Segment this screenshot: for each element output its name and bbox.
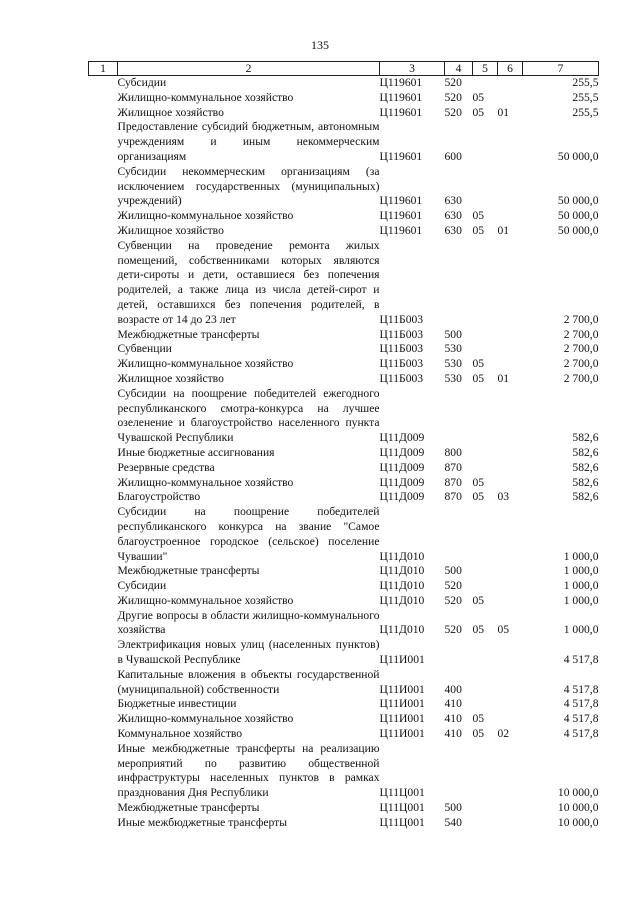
cell-target-code: Ц11Б003: [379, 371, 424, 385]
cell-expense-type: 410: [444, 712, 462, 726]
cell-expense-type: 600: [444, 149, 462, 163]
cell-name: Жилищно-коммунальное хозяйство: [117, 209, 294, 223]
cell-name: Субсидии некоммерческим организациям (за исключением государственных (муниципальных) учреждений): [117, 164, 380, 208]
table-row: [89, 697, 599, 712]
cell-empty: [89, 91, 118, 106]
cell-section: 05: [472, 593, 485, 607]
cell-subsection: [498, 328, 523, 343]
cell-expense-type: 800: [444, 445, 462, 459]
column-header-1: 1: [89, 62, 118, 76]
cell-subsection: [498, 697, 523, 712]
cell-subsection: [498, 638, 523, 668]
cell-expense-type: [445, 387, 473, 446]
cell-amount: 4 517,8: [563, 653, 599, 667]
cell-amount: 1 000,0: [563, 549, 599, 563]
cell-subsection: [498, 239, 523, 328]
cell-target-code: Ц11Д009: [379, 460, 425, 474]
cell-expense-type: 530: [444, 371, 462, 385]
cell-name: Межбюджетные трансферты: [117, 801, 260, 815]
cell-name: Жилищно-коммунальное хозяйство: [117, 593, 294, 607]
cell-expense-type: 520: [444, 579, 462, 593]
cell-target-code: Ц119601: [379, 76, 423, 89]
cell-empty: [89, 357, 118, 372]
table-row: [89, 461, 599, 476]
cell-subsection: [498, 712, 523, 727]
table-body: [89, 76, 599, 831]
cell-name: Жилищно-коммунальное хозяйство: [117, 90, 294, 104]
cell-name: Субсидии: [117, 579, 167, 593]
cell-expense-type: [445, 742, 473, 801]
cell-name: Жилищно-коммунальное хозяйство: [117, 712, 294, 726]
cell-target-code: Ц11И001: [379, 653, 425, 667]
cell-section: 05: [472, 712, 485, 726]
cell-target-code: Ц11Ц001: [379, 801, 425, 815]
cell-section: [473, 742, 498, 801]
cell-amount: 10 000,0: [557, 786, 599, 800]
table-row: [89, 239, 599, 328]
column-header-6: 6: [498, 62, 523, 76]
cell-target-code: Ц11Д009: [379, 431, 425, 445]
cell-target-code: Ц11Ц001: [379, 815, 425, 829]
cell-name: Жилищно-коммунальное хозяйство: [117, 475, 294, 489]
table-row: [89, 742, 599, 801]
cell-name: Жилищное хозяйство: [117, 105, 224, 119]
cell-expense-type: 520: [444, 76, 462, 89]
cell-empty: [89, 476, 118, 491]
cell-section: [473, 564, 498, 579]
cell-name: Предоставление субсидий бюджетным, автономным учреждениям и иным некоммерческим организациям: [117, 120, 380, 163]
cell-amount: 1 000,0: [563, 623, 599, 637]
cell-expense-type: 870: [444, 460, 462, 474]
cell-section: [473, 505, 498, 564]
cell-empty: [89, 209, 118, 224]
cell-section: [473, 76, 498, 91]
cell-empty: [89, 372, 118, 387]
cell-subsection: [498, 357, 523, 372]
cell-target-code: Ц119601: [379, 105, 423, 119]
table-row: [89, 638, 599, 668]
cell-target-code: Ц11Ц001: [379, 786, 425, 800]
cell-target-code: Ц119601: [379, 149, 423, 163]
cell-target-code: Ц11Д010: [379, 564, 425, 578]
table-row: [89, 120, 599, 164]
table-row: [89, 328, 599, 343]
cell-name: Субсидии: [117, 76, 167, 89]
cell-name: Жилищное хозяйство: [117, 371, 224, 385]
cell-empty: [89, 816, 118, 831]
cell-amount: 2 700,0: [563, 327, 599, 341]
cell-subsection: [498, 446, 523, 461]
cell-subsection: [498, 476, 523, 491]
cell-expense-type: 630: [444, 209, 462, 223]
cell-section: 05: [472, 90, 485, 104]
cell-target-code: Ц11Д010: [379, 593, 425, 607]
cell-empty: [89, 224, 118, 239]
table-row: [89, 579, 599, 594]
cell-amount: 582,6: [572, 445, 599, 459]
cell-section: [473, 165, 498, 209]
cell-subsection: [498, 505, 523, 564]
cell-section: 05: [472, 223, 485, 237]
cell-section: [473, 697, 498, 712]
cell-target-code: Ц119601: [379, 194, 423, 208]
cell-empty: [89, 76, 118, 91]
cell-subsection: 01: [497, 105, 510, 119]
cell-expense-type: 500: [444, 327, 462, 341]
cell-name: Субвенции: [117, 342, 172, 356]
table-row: [89, 476, 599, 491]
cell-empty: [89, 668, 118, 698]
cell-amount: 255,5: [572, 76, 599, 89]
cell-subsection: [498, 668, 523, 698]
cell-target-code: Ц11Д010: [379, 623, 425, 637]
cell-section: [473, 816, 498, 831]
cell-name: Коммунальное хозяйство: [117, 727, 243, 741]
cell-empty: [89, 712, 118, 727]
cell-section: [473, 668, 498, 698]
cell-target-code: Ц11И001: [379, 727, 425, 741]
cell-section: 05: [472, 490, 485, 504]
column-header-2: 2: [118, 62, 380, 76]
cell-amount: 1 000,0: [563, 579, 599, 593]
cell-empty: [89, 165, 118, 209]
cell-amount: 4 517,8: [563, 682, 599, 696]
table-row: [89, 165, 599, 209]
cell-section: [473, 461, 498, 476]
table-row: [89, 446, 599, 461]
cell-section: 05: [472, 727, 485, 741]
cell-section: [473, 239, 498, 328]
cell-amount: 2 700,0: [563, 357, 599, 371]
cell-target-code: Ц119601: [379, 209, 423, 223]
cell-section: 05: [472, 357, 485, 371]
cell-section: [473, 638, 498, 668]
cell-section: [473, 120, 498, 164]
cell-expense-type: 410: [444, 727, 462, 741]
table-row: [89, 609, 599, 639]
column-header-5: 5: [473, 62, 498, 76]
cell-amount: 4 517,8: [563, 712, 599, 726]
cell-section: 05: [472, 209, 485, 223]
cell-amount: 50 000,0: [557, 209, 599, 223]
cell-expense-type: 630: [444, 194, 462, 208]
cell-subsection: [498, 816, 523, 831]
cell-section: [473, 446, 498, 461]
table-row: [89, 801, 599, 816]
cell-expense-type: 520: [444, 593, 462, 607]
cell-expense-type: [445, 239, 473, 328]
cell-empty: [89, 609, 118, 639]
cell-expense-type: 500: [444, 801, 462, 815]
cell-section: [473, 328, 498, 343]
table-row: [89, 490, 599, 505]
cell-subsection: 03: [497, 490, 510, 504]
cell-amount: 582,6: [572, 490, 599, 504]
cell-empty: [89, 579, 118, 594]
cell-empty: [89, 120, 118, 164]
cell-amount: 50 000,0: [557, 194, 599, 208]
table-row: [89, 372, 599, 387]
cell-amount: 4 517,8: [563, 727, 599, 741]
cell-amount: 255,5: [572, 90, 599, 104]
cell-empty: [89, 106, 118, 121]
cell-target-code: Ц11И001: [379, 712, 425, 726]
cell-target-code: Ц119601: [379, 90, 423, 104]
cell-subsection: 01: [497, 371, 510, 385]
cell-empty: [89, 239, 118, 328]
cell-expense-type: 500: [444, 564, 462, 578]
cell-name: Иные бюджетные ассигнования: [117, 445, 275, 459]
cell-empty: [89, 505, 118, 564]
cell-target-code: Ц11Д009: [379, 445, 425, 459]
cell-amount: 10 000,0: [557, 801, 599, 815]
cell-empty: [89, 328, 118, 343]
cell-amount: 10 000,0: [557, 815, 599, 829]
cell-name: Иные межбюджетные трансферты: [117, 815, 288, 829]
cell-amount: 1 000,0: [563, 593, 599, 607]
table-row: [89, 106, 599, 121]
cell-amount: 2 700,0: [563, 371, 599, 385]
cell-target-code: Ц11Д009: [379, 475, 425, 489]
cell-expense-type: 530: [444, 342, 462, 356]
cell-name: Субсидии на поощрение победителей республиканского конкурса на звание "Самое благоустроенное городское (сельское) поселение Чувашии": [117, 505, 380, 563]
cell-subsection: 01: [497, 223, 510, 237]
cell-subsection: [498, 594, 523, 609]
cell-subsection: [498, 461, 523, 476]
cell-empty: [89, 801, 118, 816]
cell-name: Жилищное хозяйство: [117, 223, 224, 237]
cell-subsection: [498, 76, 523, 91]
cell-name: Бюджетные инвестиции: [117, 697, 237, 711]
cell-target-code: Ц11И001: [379, 697, 425, 711]
table-row: [89, 668, 599, 698]
column-header-3: 3: [380, 62, 445, 76]
cell-empty: [89, 594, 118, 609]
cell-amount: 582,6: [572, 475, 599, 489]
cell-subsection: [498, 387, 523, 446]
table-row: [89, 505, 599, 564]
cell-amount: 2 700,0: [563, 312, 599, 326]
table-row: [89, 712, 599, 727]
cell-amount: 4 517,8: [563, 697, 599, 711]
table-row: [89, 91, 599, 106]
cell-subsection: 05: [497, 623, 510, 637]
cell-empty: [89, 742, 118, 801]
cell-name: Резервные средства: [117, 460, 215, 474]
cell-amount: 50 000,0: [557, 223, 599, 237]
cell-name: Межбюджетные трансферты: [117, 564, 260, 578]
budget-table: [88, 61, 599, 831]
cell-section: [473, 579, 498, 594]
cell-empty: [89, 387, 118, 446]
cell-target-code: Ц11Б003: [379, 357, 424, 371]
table-row: [89, 209, 599, 224]
cell-subsection: [498, 742, 523, 801]
cell-subsection: [498, 91, 523, 106]
cell-section: [473, 801, 498, 816]
cell-subsection: [498, 579, 523, 594]
column-header-7: 7: [523, 62, 599, 76]
cell-amount: 255,5: [572, 105, 599, 119]
cell-subsection: [498, 209, 523, 224]
cell-target-code: Ц11Б003: [379, 312, 424, 326]
table-row: [89, 357, 599, 372]
cell-name: Межбюджетные трансферты: [117, 327, 260, 341]
cell-empty: [89, 564, 118, 579]
cell-expense-type: 520: [444, 623, 462, 637]
cell-empty: [89, 697, 118, 712]
cell-subsection: [498, 342, 523, 357]
cell-expense-type: 410: [444, 697, 462, 711]
cell-section: 05: [472, 475, 485, 489]
cell-empty: [89, 727, 118, 742]
cell-section: [473, 387, 498, 446]
column-header-4: 4: [445, 62, 473, 76]
cell-expense-type: [445, 638, 473, 668]
cell-section: 05: [472, 371, 485, 385]
cell-target-code: Ц119601: [379, 223, 423, 237]
cell-target-code: Ц11Д010: [379, 549, 425, 563]
cell-expense-type: [445, 505, 473, 564]
table-row: [89, 342, 599, 357]
table-row: [89, 564, 599, 579]
cell-name: Благоустройство: [117, 490, 201, 504]
cell-section: [473, 342, 498, 357]
cell-name: Электрификация новых улиц (населенных пунктов) в Чувашской Республике: [117, 638, 380, 667]
table-row: [89, 594, 599, 609]
cell-amount: 582,6: [572, 460, 599, 474]
cell-section: 05: [472, 623, 485, 637]
cell-target-code: Ц11И001: [379, 682, 425, 696]
cell-empty: [89, 446, 118, 461]
cell-target-code: Ц11Б003: [379, 342, 424, 356]
cell-subsection: [498, 801, 523, 816]
cell-target-code: Ц11Д009: [379, 490, 425, 504]
table-row: [89, 224, 599, 239]
cell-name: Субсидии на поощрение победителей ежегодного республиканского смотра-конкурса на лучшее озеленение и благоустройство населенного пункта Чувашской Республики: [117, 386, 380, 445]
cell-expense-type: 520: [444, 90, 462, 104]
cell-subsection: [498, 165, 523, 209]
table-row: [89, 387, 599, 446]
table-row: [89, 76, 599, 91]
cell-amount: 582,6: [572, 431, 599, 445]
cell-amount: 1 000,0: [563, 564, 599, 578]
cell-subsection: [498, 564, 523, 579]
cell-empty: [89, 461, 118, 476]
cell-expense-type: 540: [444, 815, 462, 829]
cell-expense-type: 520: [444, 105, 462, 119]
cell-amount: 2 700,0: [563, 342, 599, 356]
table-row: [89, 816, 599, 831]
cell-subsection: [498, 120, 523, 164]
cell-expense-type: 870: [444, 475, 462, 489]
cell-name: Жилищно-коммунальное хозяйство: [117, 357, 294, 371]
table-header-row: [89, 62, 599, 76]
cell-name: Другие вопросы в области жилищно-коммунального хозяйства: [117, 608, 380, 637]
cell-name: Иные межбюджетные трансферты на реализацию мероприятий по развитию общественной инфраструктуры населенных пунктов в рамках празднования Дня Республики: [117, 741, 380, 800]
cell-amount: 50 000,0: [557, 149, 599, 163]
cell-expense-type: 870: [444, 490, 462, 504]
table-row: [89, 727, 599, 742]
cell-name: Субвенции на проведение ремонта жилых помещений, собственниками которых являются дети-сироты и дети, оставшиеся без попечения родителей, а также лица из числа детей-сирот и детей, оставшихся без попечения родителей, в возрасте от 14 до 23 лет: [117, 238, 380, 326]
cell-target-code: Ц11Д010: [379, 579, 425, 593]
cell-expense-type: 530: [444, 357, 462, 371]
cell-target-code: Ц11Б003: [379, 327, 424, 341]
cell-name: Капитальные вложения в объекты государственной (муниципальной) собственности: [117, 667, 380, 696]
page-number: 135: [311, 38, 329, 52]
cell-subsection: 02: [497, 727, 510, 741]
cell-section: 05: [472, 105, 485, 119]
cell-expense-type: 400: [444, 682, 462, 696]
cell-empty: [89, 490, 118, 505]
cell-empty: [89, 638, 118, 668]
cell-empty: [89, 342, 118, 357]
cell-expense-type: 630: [444, 223, 462, 237]
